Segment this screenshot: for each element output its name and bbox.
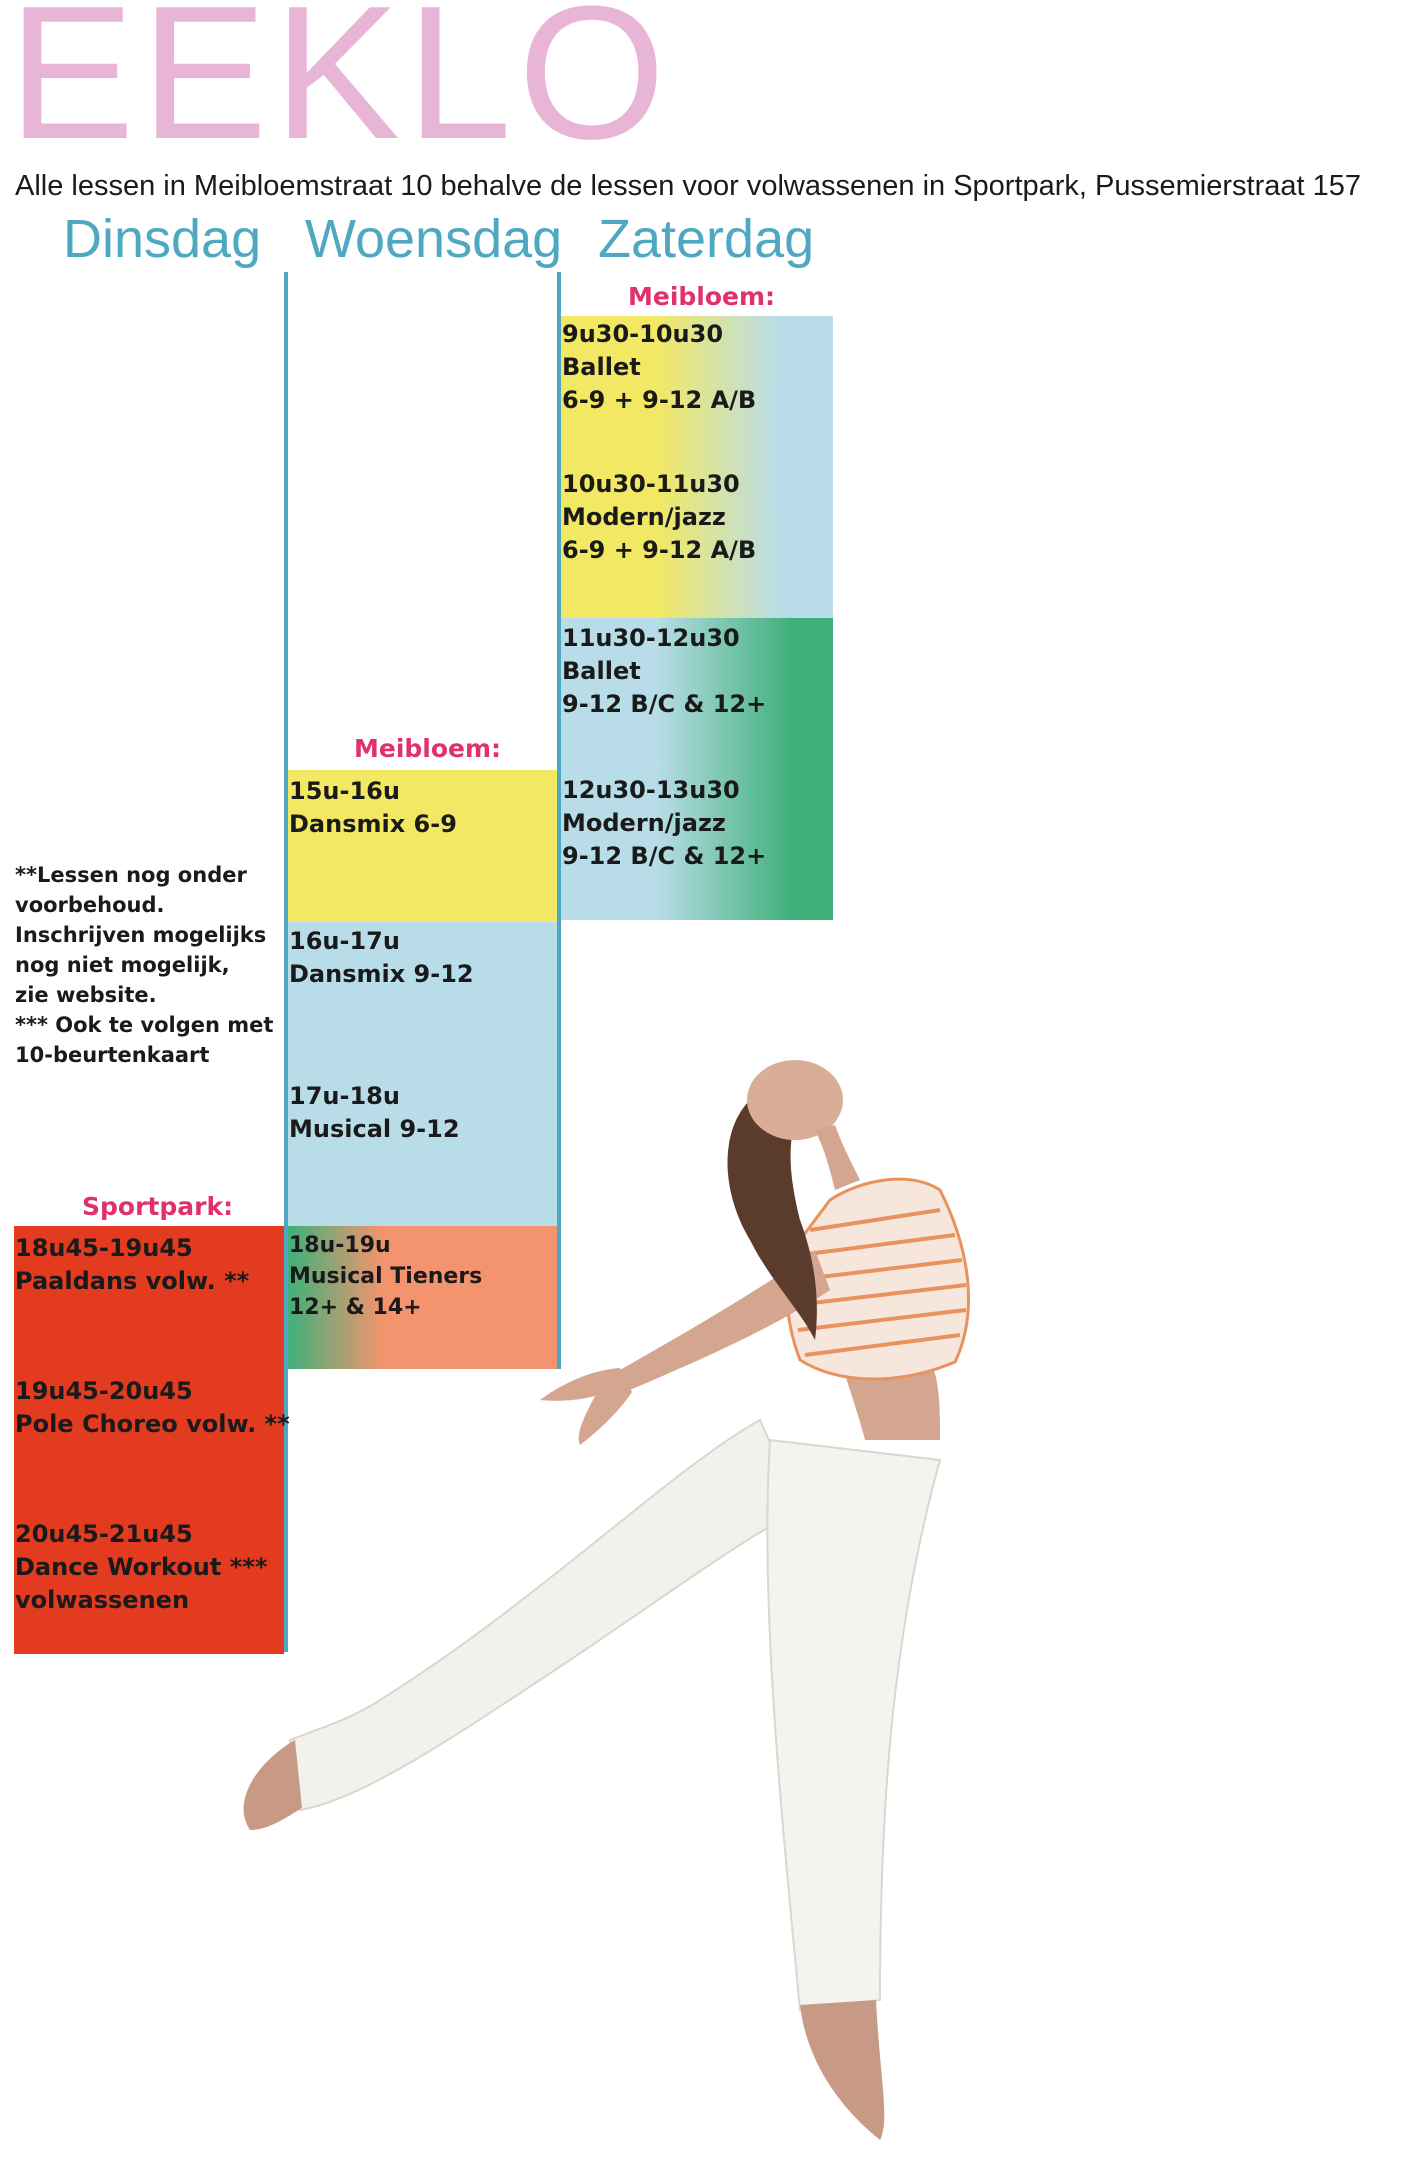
class-dinsdag-1 — [15, 1232, 249, 1298]
class-time: 17u-18u — [289, 1082, 400, 1110]
class-name: Ballet — [562, 353, 641, 381]
footnote-line: zie website. — [15, 983, 157, 1007]
class-time: 12u30-13u30 — [562, 776, 740, 804]
class-time: 19u45-20u45 — [15, 1377, 193, 1405]
venue-label-zaterdag: Meibloem: — [628, 282, 776, 311]
class-name: Dansmix 9-12 — [289, 960, 474, 988]
class-time: 9u30-10u30 — [562, 320, 724, 348]
class-name: Pole Choreo volw. ** — [15, 1410, 290, 1438]
footnote — [15, 860, 273, 1070]
subtitle: Alle lessen in Meibloemstraat 10 behalve de lessen voor volwassenen in Sportpark, Pussemierstraat 157 — [15, 170, 1361, 202]
class-zaterdag-4 — [562, 774, 766, 873]
class-time: 18u45-19u45 — [15, 1234, 193, 1262]
footnote-line: **Lessen nog onder — [15, 863, 247, 887]
venue-label-dinsdag: Sportpark: — [82, 1192, 234, 1221]
class-time: 18u-19u — [289, 1233, 391, 1258]
class-level: 6-9 + 9-12 A/B — [562, 536, 757, 564]
day-woensdag: Woensdag — [305, 209, 563, 269]
class-level: 12+ & 14+ — [289, 1295, 422, 1320]
class-level: 9-12 B/C & 12+ — [562, 690, 767, 718]
page-title: EEKLO — [8, 0, 672, 179]
class-name: Paaldans volw. ** — [15, 1267, 250, 1295]
footnote-line: *** Ook te volgen met — [15, 1013, 274, 1037]
class-time: 16u-17u — [289, 927, 400, 955]
dancer-photo — [240, 1040, 1020, 2160]
venue-label-woensdag: Meibloem: — [354, 734, 502, 763]
day-zaterdag: Zaterdag — [598, 209, 815, 269]
class-name: Dance Workout *** — [15, 1553, 268, 1581]
class-name: Modern/jazz — [562, 503, 726, 531]
class-zaterdag-1 — [562, 318, 756, 417]
class-level: volwassenen — [15, 1586, 190, 1614]
class-name: Musical Tieners — [289, 1264, 483, 1289]
class-time: 20u45-21u45 — [15, 1520, 193, 1548]
class-name: Modern/jazz — [562, 809, 726, 837]
class-name: Dansmix 6-9 — [289, 810, 457, 838]
class-zaterdag-2 — [562, 468, 756, 567]
class-level: 6-9 + 9-12 A/B — [562, 386, 757, 414]
class-zaterdag-3 — [562, 622, 766, 721]
day-dinsdag: Dinsdag — [63, 209, 262, 269]
class-time: 11u30-12u30 — [562, 624, 740, 652]
class-dinsdag-3 — [15, 1518, 267, 1617]
footnote-line: Inschrijven mogelijks — [15, 923, 267, 947]
footnote-line: nog niet mogelijk, — [15, 953, 230, 977]
footnote-line: 10-beurtenkaart — [15, 1043, 210, 1067]
class-name: Musical 9-12 — [289, 1115, 460, 1143]
class-woensdag-2 — [289, 925, 474, 991]
class-name: Ballet — [562, 657, 641, 685]
class-woensdag-1 — [289, 775, 457, 841]
class-level: 9-12 B/C & 12+ — [562, 842, 767, 870]
class-time: 10u30-11u30 — [562, 470, 740, 498]
class-time: 15u-16u — [289, 777, 400, 805]
footnote-line: voorbehoud. — [15, 893, 165, 917]
